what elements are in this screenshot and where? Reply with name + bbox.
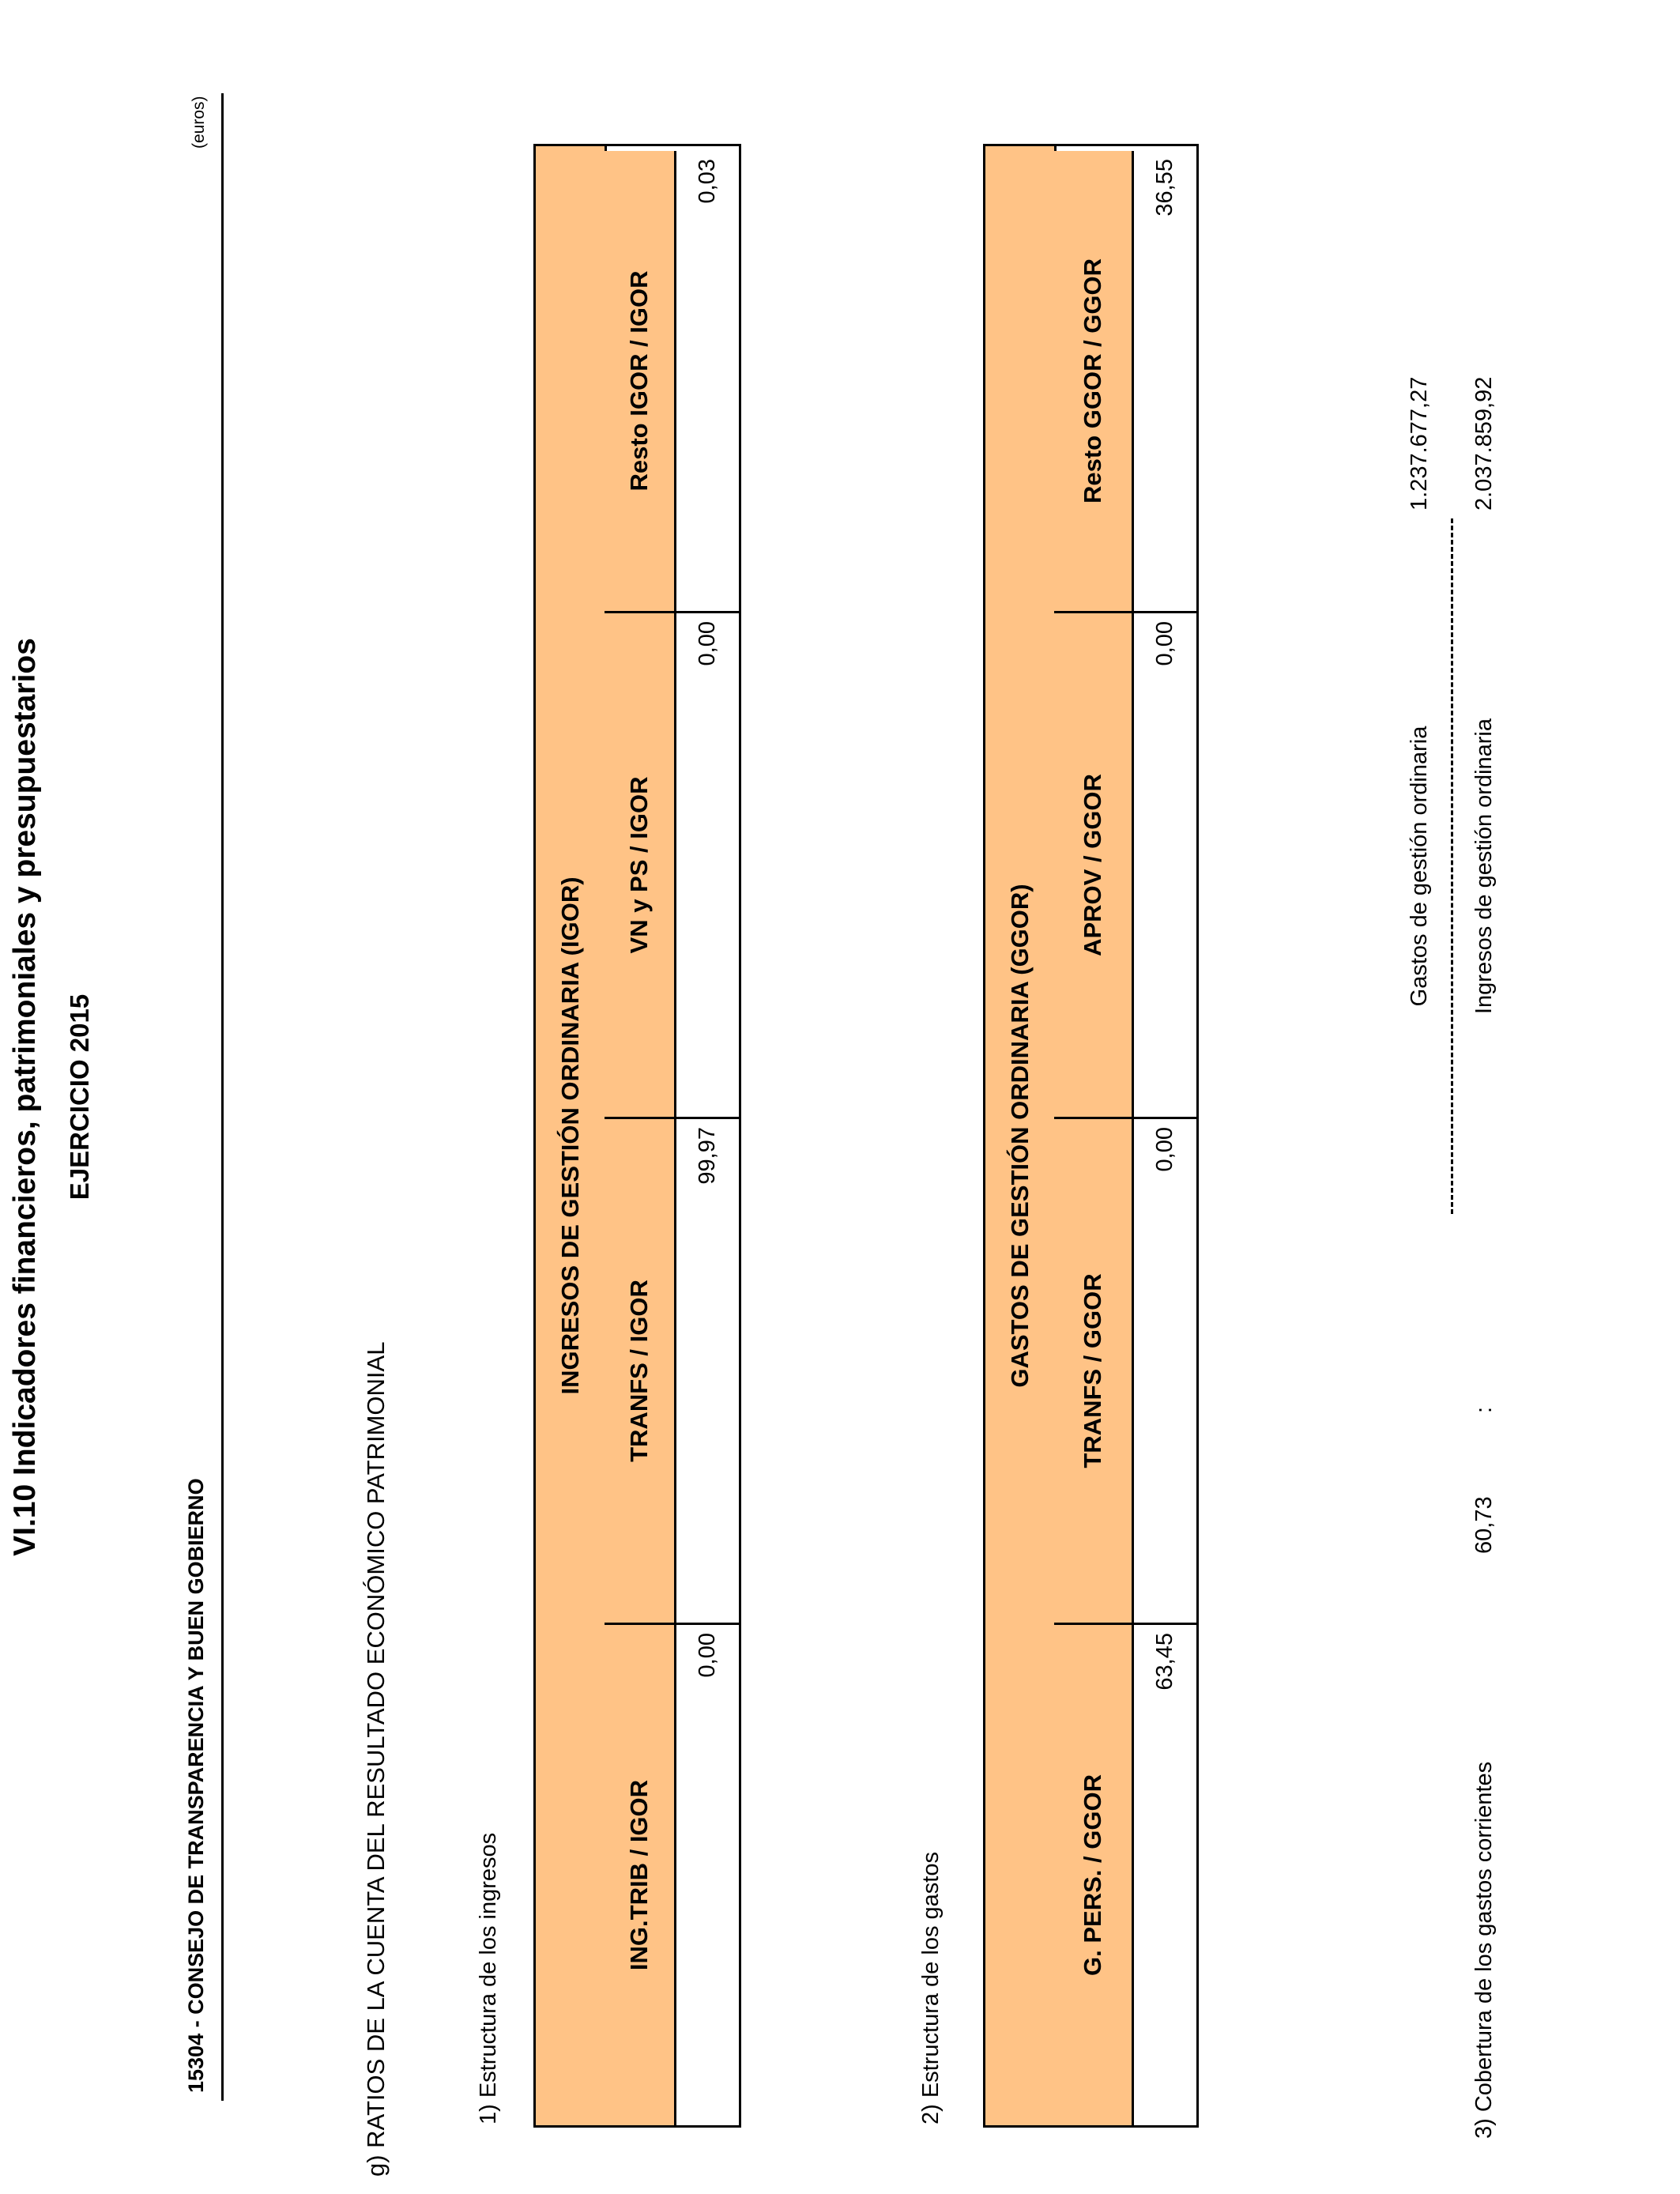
cell-value: 0,00 bbox=[1152, 621, 1177, 666]
gastos-label: 2) Estructura de los gastos bbox=[918, 1852, 944, 2124]
ingresos-col-resto bbox=[605, 151, 739, 611]
column-header: TRANFS / GGOR bbox=[1054, 1119, 1134, 1623]
ingresos-col-tranfs bbox=[605, 1117, 739, 1623]
column-header: G. PERS. / GGOR bbox=[1054, 1625, 1134, 2125]
cell-value: 63,45 bbox=[1152, 1633, 1177, 1691]
ingresos-table-title: INGRESOS DE GESTIÓN ORDINARIA (IGOR) bbox=[536, 146, 607, 2125]
cobertura-separator: : bbox=[1471, 1406, 1497, 1413]
column-header: VN y PS / IGOR bbox=[605, 613, 676, 1117]
cell-value: 99,97 bbox=[695, 1127, 720, 1185]
gastos-col-aprov bbox=[1054, 611, 1196, 1117]
header-rule bbox=[221, 93, 224, 2101]
cobertura-label: 3) Cobertura de los gastos corrientes bbox=[1471, 1761, 1497, 2139]
ingresos-col-ingtrib bbox=[605, 1623, 739, 2125]
fraction-line bbox=[1451, 518, 1453, 1214]
cell-value: 0,03 bbox=[695, 159, 720, 204]
cell-value: 36,55 bbox=[1152, 159, 1177, 217]
gastos-table bbox=[983, 144, 1199, 2128]
numerator-label: Gastos de gestión ordinaria bbox=[1407, 726, 1432, 1007]
cell-value: 0,00 bbox=[695, 1633, 720, 1678]
cell-value: 0,00 bbox=[695, 621, 720, 666]
gastos-col-resto bbox=[1054, 151, 1196, 611]
ingresos-label: 1) Estructura de los ingresos bbox=[476, 1832, 501, 2124]
gastos-col-gpers bbox=[1054, 1623, 1196, 2125]
denominator-value: 2.037.859,92 bbox=[1471, 376, 1497, 511]
column-header: Resto GGOR / GGOR bbox=[1054, 151, 1134, 611]
column-header: ING.TRIB / IGOR bbox=[605, 1625, 676, 2125]
denominator-label: Ingresos de gestión ordinaria bbox=[1471, 718, 1497, 1015]
column-header: TRANFS / IGOR bbox=[605, 1119, 676, 1623]
column-header: APROV / GGOR bbox=[1054, 613, 1134, 1117]
section-title: g) RATIOS DE LA CUENTA DEL RESULTADO ECONÓMICO PATRIMONIAL bbox=[362, 1341, 390, 2177]
ingresos-col-vnps bbox=[605, 611, 739, 1117]
gastos-table-title: GASTOS DE GESTIÓN ORDINARIA (GGOR) bbox=[985, 146, 1057, 2125]
cobertura-value: 60,73 bbox=[1471, 1496, 1497, 1554]
page-subtitle: EJERCICIO 2015 bbox=[65, 993, 94, 1201]
page-title: VI.10 Indicadores financieros, patrimoniales y presupuestarios bbox=[8, 638, 42, 1556]
ingresos-table bbox=[533, 144, 741, 2128]
gastos-col-tranfs bbox=[1054, 1117, 1196, 1623]
entity-name: 15304 - CONSEJO DE TRANSPARENCIA Y BUEN GOBIERNO bbox=[184, 1478, 208, 2093]
cell-value: 0,00 bbox=[1152, 1127, 1177, 1172]
column-header: Resto IGOR / IGOR bbox=[605, 151, 676, 611]
numerator-value: 1.237.677,27 bbox=[1407, 376, 1432, 511]
unit-label: (euros) bbox=[190, 96, 208, 149]
